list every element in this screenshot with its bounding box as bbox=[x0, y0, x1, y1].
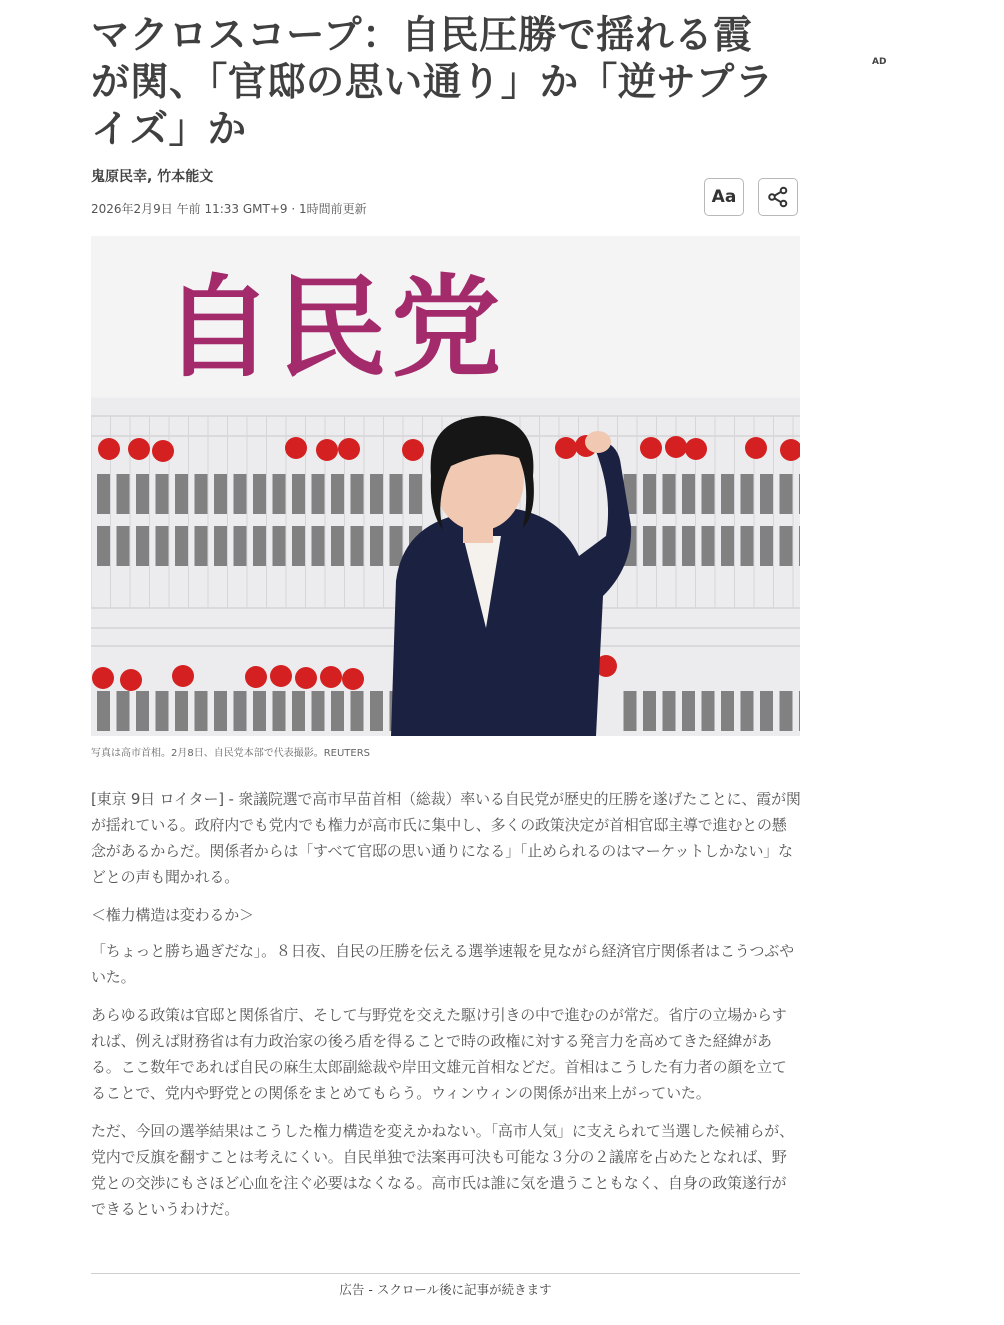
article-body bbox=[91, 786, 801, 1234]
article-paragraph: 「ちょっと勝ち過ぎだな」。８日夜、自民の圧勝を伝える選挙速報を見ながら経済官庁関係者はこうつぶやいた。 bbox=[91, 942, 794, 986]
article-paragraph: ただ、今回の選挙結果はこうした権力構造を変えかねない。「高市人気」に支えられて当選した候補らが、党内で反旗を翻すことは考えにくい。自民単独で法案再可決も可能な３分の２議席を占めたとなれば、野党との交渉にもさほど心血を注ぐ必要はなくなる。高市氏は誰に気を遣うこともなく、自身の政策遂行ができるというわけだ。 bbox=[91, 1122, 794, 1218]
article-photo[interactable] bbox=[91, 236, 800, 736]
ad-tag: AD bbox=[872, 57, 887, 67]
share-icon bbox=[767, 186, 789, 208]
article-headline: マクロスコープ：自民圧勝で揺れる霞が関、「官邸の思い通り」か「逆サプライズ」か bbox=[91, 13, 774, 152]
byline bbox=[91, 166, 213, 186]
banner-text: 自民党 bbox=[163, 264, 505, 392]
author-link[interactable]: 竹本能文 bbox=[157, 169, 214, 185]
author-link[interactable]: 鬼原民幸 bbox=[91, 169, 147, 185]
author-separator: , bbox=[147, 169, 158, 185]
article-paragraph: [東京 9日 ロイター] - 衆議院選で高市早苗首相（総裁）率いる自民党が歴史的圧勝を遂げたことに、霞が関が揺れている。政府内でも党内でも権力が高市氏に集中し、多くの政策決定が首相官邸主導で進むとの懸念があるからだ。関係者からは「すべて官邸の思い通りになる」「止められるのはマーケットしかない」などとの声も聞かれる。 bbox=[91, 790, 801, 886]
photo-illustration bbox=[91, 236, 800, 736]
text-size-icon: Aa bbox=[711, 187, 737, 207]
share-button[interactable] bbox=[758, 178, 798, 216]
font-size-button[interactable] bbox=[704, 178, 744, 216]
photo-caption: 写真は高市首相。2月8日、自民党本部で代表撮影。REUTERS bbox=[91, 748, 371, 759]
article-paragraph: あらゆる政策は官邸と関係省庁、そして与野党を交えた駆け引きの中で進むのが常だ。省庁の立場からすれば、例えば財務省は有力政治家の後ろ盾を得ることで時の政権に対する発言力を高めてきた経緯がある。ここ数年であれば自民の麻生太郎副総裁や岸田文雄元首相などだ。首相はこうした有力者の顔を立てることで、党内や野党との関係をまとめてもらう。ウィンウィンの関係が出来上がっていた。 bbox=[91, 1006, 787, 1102]
ad-divider bbox=[91, 1273, 800, 1274]
article-dateline: 2026年2月9日 午前 11:33 GMT+9 · 1時間前更新 bbox=[91, 202, 367, 216]
article-subheading: ＜権力構造は変わるか＞ bbox=[91, 906, 254, 924]
ad-notice: 広告 - スクロール後に記事が続きます bbox=[339, 1282, 552, 1297]
